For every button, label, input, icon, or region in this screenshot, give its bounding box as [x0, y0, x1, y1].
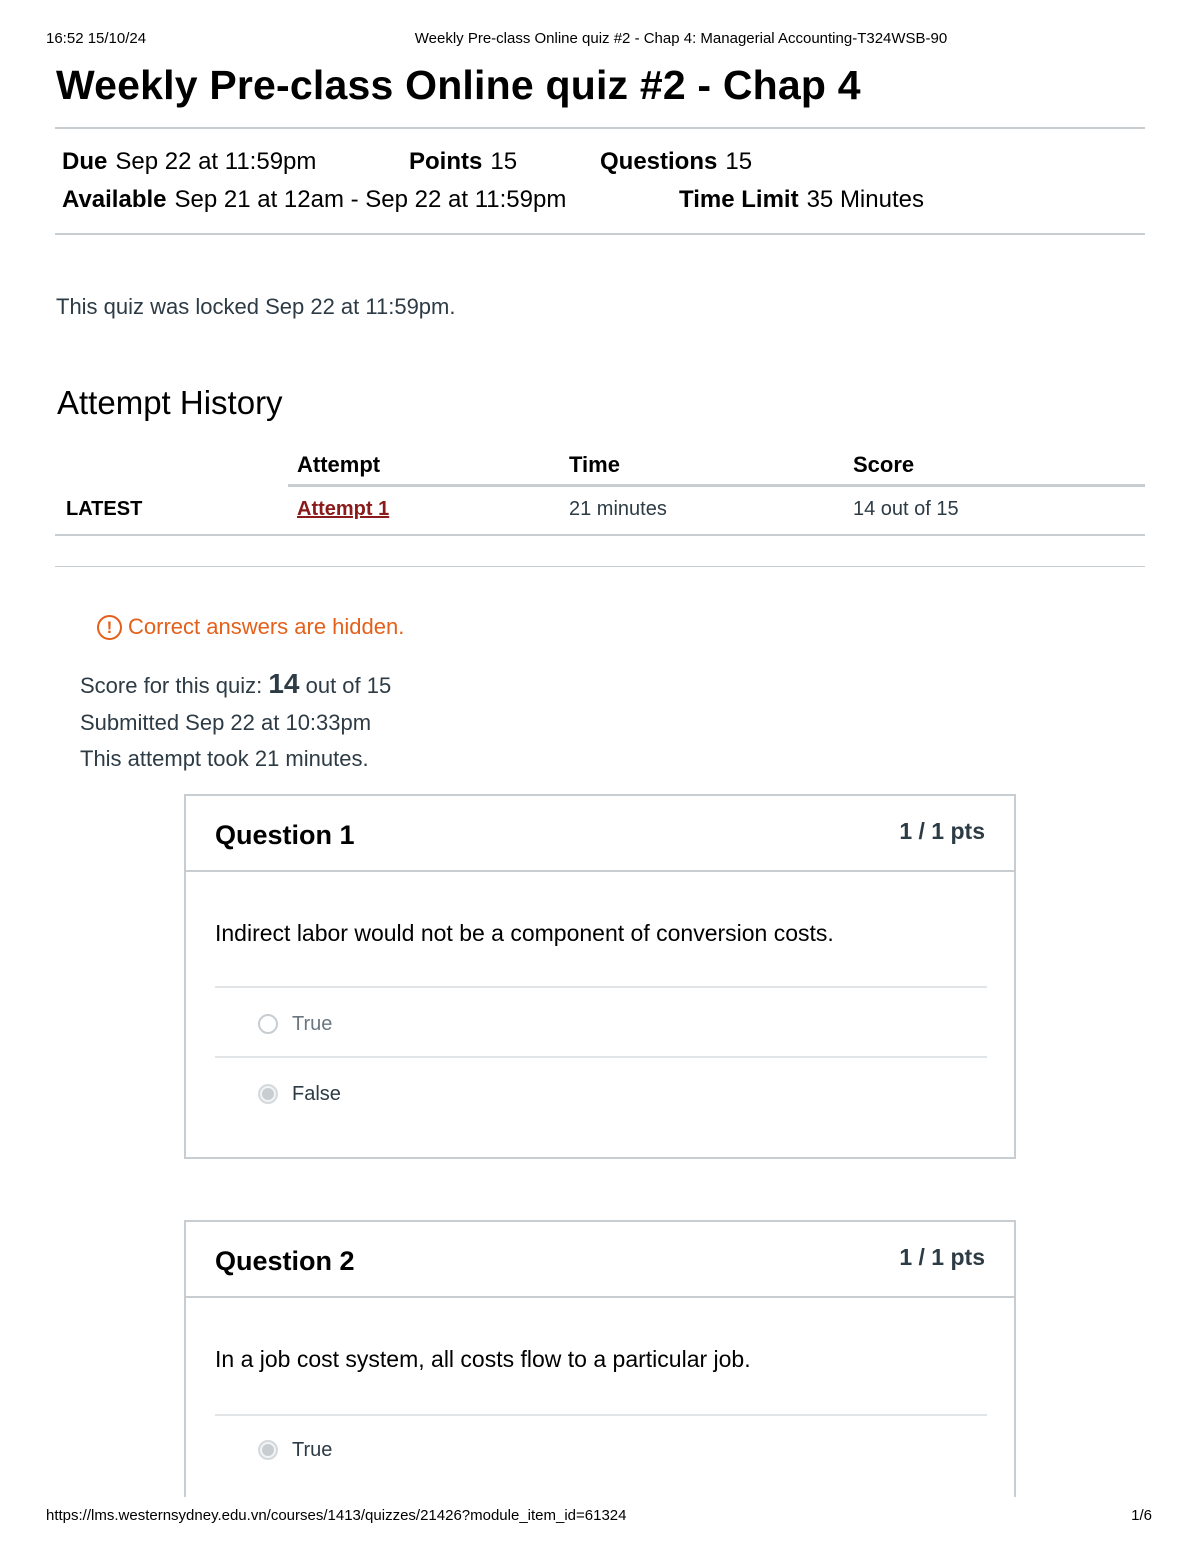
meta-time-limit-label: Time Limit: [679, 186, 799, 213]
meta-questions: [600, 148, 752, 176]
column-header-time: Time: [569, 452, 620, 477]
question-points: 1 / 1 pts: [899, 818, 985, 844]
attempt-history-table: [55, 444, 1145, 536]
answer-label: True: [292, 1012, 333, 1035]
question-text: In a job cost system, all costs flow to a particular job.: [215, 1346, 751, 1372]
meta-available-value: Sep 21 at 12am - Sep 22 at 11:59pm: [174, 186, 567, 213]
meta-points-value: 15: [490, 148, 518, 175]
meta-due-value: Sep 22 at 11:59pm: [115, 148, 317, 175]
attempt-history-header: [55, 444, 1145, 484]
submitted-time: Submitted Sep 22 at 10:33pm: [80, 710, 372, 735]
score-prefix: Score for this quiz:: [80, 673, 263, 698]
answer-divider: [215, 1056, 987, 1058]
attempt-1-link[interactable]: Attempt 1: [297, 498, 390, 520]
print-document-title: Weekly Pre-class Online quiz #2 - Chap 4: Managerial Accounting-T324WSB-90: [414, 30, 948, 47]
radio-unselected-icon[interactable]: [258, 1014, 278, 1034]
meta-due: [62, 148, 316, 176]
quiz-score: [80, 668, 391, 700]
correct-answers-hidden-notice: [97, 614, 404, 640]
answer-divider: [215, 1414, 987, 1416]
question-title: Question 1: [215, 820, 355, 850]
answer-divider: [215, 986, 987, 988]
latest-tag: LATEST: [66, 498, 143, 520]
meta-questions-value: 15: [725, 148, 753, 175]
print-header: [0, 28, 1200, 50]
page-title: Weekly Pre-class Online quiz #2 - Chap 4: [56, 62, 861, 108]
page-number: 1/6: [1131, 1507, 1152, 1524]
score-suffix: out of 15: [305, 673, 392, 698]
attempt-duration: This attempt took 21 minutes.: [80, 746, 369, 771]
answer-option-false[interactable]: [258, 1080, 341, 1108]
meta-available-label: Available: [62, 186, 167, 213]
meta-questions-label: Questions: [600, 148, 718, 175]
answer-option-true[interactable]: [258, 1010, 332, 1038]
meta-time-limit: [679, 186, 924, 214]
print-footer: [0, 1505, 1200, 1527]
score-value: 14: [268, 668, 300, 699]
divider: [55, 566, 1145, 567]
question-header: [186, 796, 1014, 872]
locked-message: This quiz was locked Sep 22 at 11:59pm.: [56, 294, 456, 319]
meta-available: [62, 186, 566, 214]
meta-points: [409, 148, 517, 176]
attempt-history-title: Attempt History: [57, 384, 283, 421]
column-header-score: Score: [853, 452, 915, 477]
warning-icon: !: [97, 615, 122, 640]
divider: [55, 127, 1145, 129]
attempt-time: 21 minutes: [569, 498, 667, 520]
question-points: 1 / 1 pts: [899, 1244, 985, 1270]
question-title: Question 2: [215, 1246, 355, 1276]
radio-selected-icon[interactable]: [258, 1084, 278, 1104]
radio-selected-icon[interactable]: [258, 1440, 278, 1460]
answer-option-true[interactable]: [258, 1436, 332, 1464]
answer-label: False: [292, 1082, 341, 1105]
hidden-note-text: Correct answers are hidden.: [128, 614, 405, 639]
question-1-card: [184, 794, 1016, 1159]
print-url: https://lms.westernsydney.edu.vn/courses/1413/quizzes/21426?module_item_id=61324: [46, 1507, 627, 1524]
question-text: Indirect labor would not be a component of conversion costs.: [215, 920, 834, 946]
meta-points-label: Points: [409, 148, 483, 175]
table-row: [55, 484, 1145, 536]
column-header-attempt: Attempt: [297, 452, 381, 477]
divider: [55, 233, 1145, 235]
meta-time-limit-value: 35 Minutes: [806, 186, 924, 213]
answer-label: True: [292, 1438, 333, 1461]
meta-due-label: Due: [62, 148, 108, 175]
question-header: [186, 1222, 1014, 1298]
print-timestamp: 16:52 15/10/24: [46, 30, 147, 47]
attempt-score: 14 out of 15: [853, 498, 959, 520]
question-2-card: [184, 1220, 1016, 1520]
